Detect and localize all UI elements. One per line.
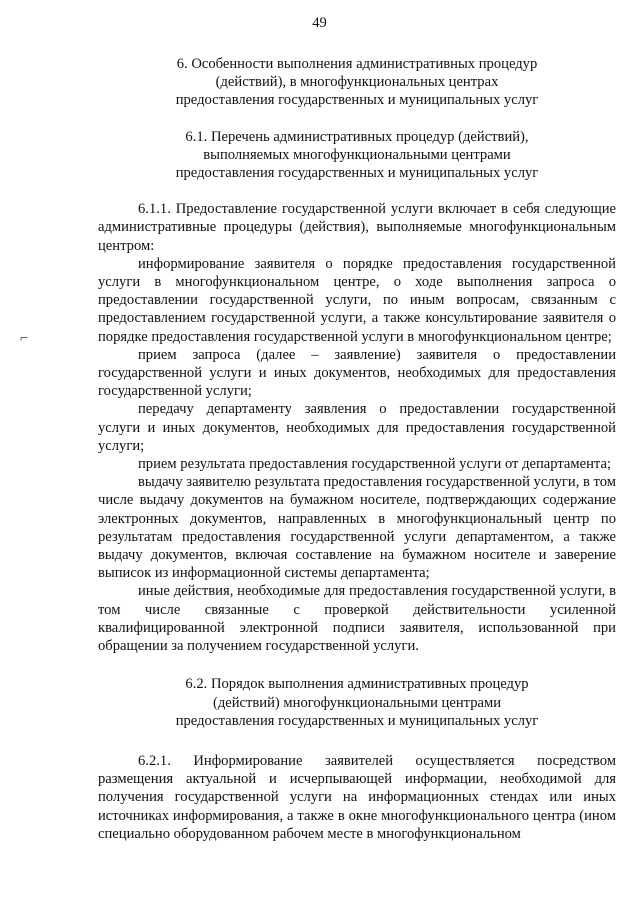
section-heading	[98, 55, 616, 110]
document-body	[98, 55, 616, 843]
paragraph: 6.2.1. Информирование заявителей осуществляется посредством размещения актуальной и исчерпывающей информации, необходимой для получения государственной услуги на информационных стендах или иных источниках информирования, а также в окне многофункционального центра (ином специально оборудованном рабочем месте в многофункциональном	[98, 752, 616, 842]
paragraph: иные действия, необходимые для предоставления государственной услуги, в том числе связанные с проверкой действительности усиленной квалифицированной электронной подписи заявителя, использованной при обращении за получением государственной услуги.	[98, 583, 616, 655]
page-number: 49	[312, 15, 327, 31]
heading-line: выполняемых многофункциональными центрами	[203, 146, 511, 163]
heading-line: предоставления государственных и муниципальных услуг	[175, 165, 539, 182]
heading-line: (действий), в многофункциональных центрах	[215, 74, 499, 91]
paragraph: информирование заявителя о порядке предоставления государственной услуги в многофункциональном центре, о ходе выполнения запроса о предоставлении государственной услуги, по иным вопросам, связанным с предоставлением государственной услуги, а также консультирование заявителя о порядке предоставления государственной услуги в многофункциональном центре;	[98, 255, 616, 345]
heading-line: предоставления государственных и муниципальных услуг	[175, 92, 539, 109]
heading-line: 6.1. Перечень административных процедур (действий),	[185, 128, 529, 145]
paragraph: прием результата предоставления государственной услуги от департамента;	[138, 456, 612, 473]
subsection-heading-6-1	[98, 128, 616, 183]
heading-line: 6. Особенности выполнения административных процедур	[176, 56, 538, 72]
paragraph: прием запроса (далее – заявление) заявителя о предоставлении государственной услуги и иных документов, необходимых для предоставления государственной услуги;	[98, 346, 616, 400]
heading-line: предоставления государственных и муниципальных услуг	[175, 712, 539, 729]
paragraph: передачу департаменту заявления о предоставлении государственной услуги и иных документов, необходимых для предоставления государственной услуги;	[98, 401, 616, 454]
margin-mark: ⌐	[20, 331, 28, 346]
paragraph: 6.1.1. Предоставление государственной услуги включает в себя следующие административные процедуры (действия), выполняемые многофункциональным центром:	[98, 201, 616, 254]
heading-line: (действий) многофункциональными центрами	[212, 694, 502, 711]
subsection-heading-6-2	[98, 675, 616, 730]
paragraph: выдачу заявителю результата предоставления государственной услуги, в том числе выдачу документов на бумажном носителе, подтверждающих содержание электронных документов, направленных в многофункциональный центр по результатам предоставления государственной услуги департаментом, а также выдачу документов, включая составление на бумажном носителе и заверение выписок из информационной системы департамента;	[98, 474, 616, 582]
heading-line: 6.2. Порядок выполнения административных процедур	[185, 676, 529, 693]
